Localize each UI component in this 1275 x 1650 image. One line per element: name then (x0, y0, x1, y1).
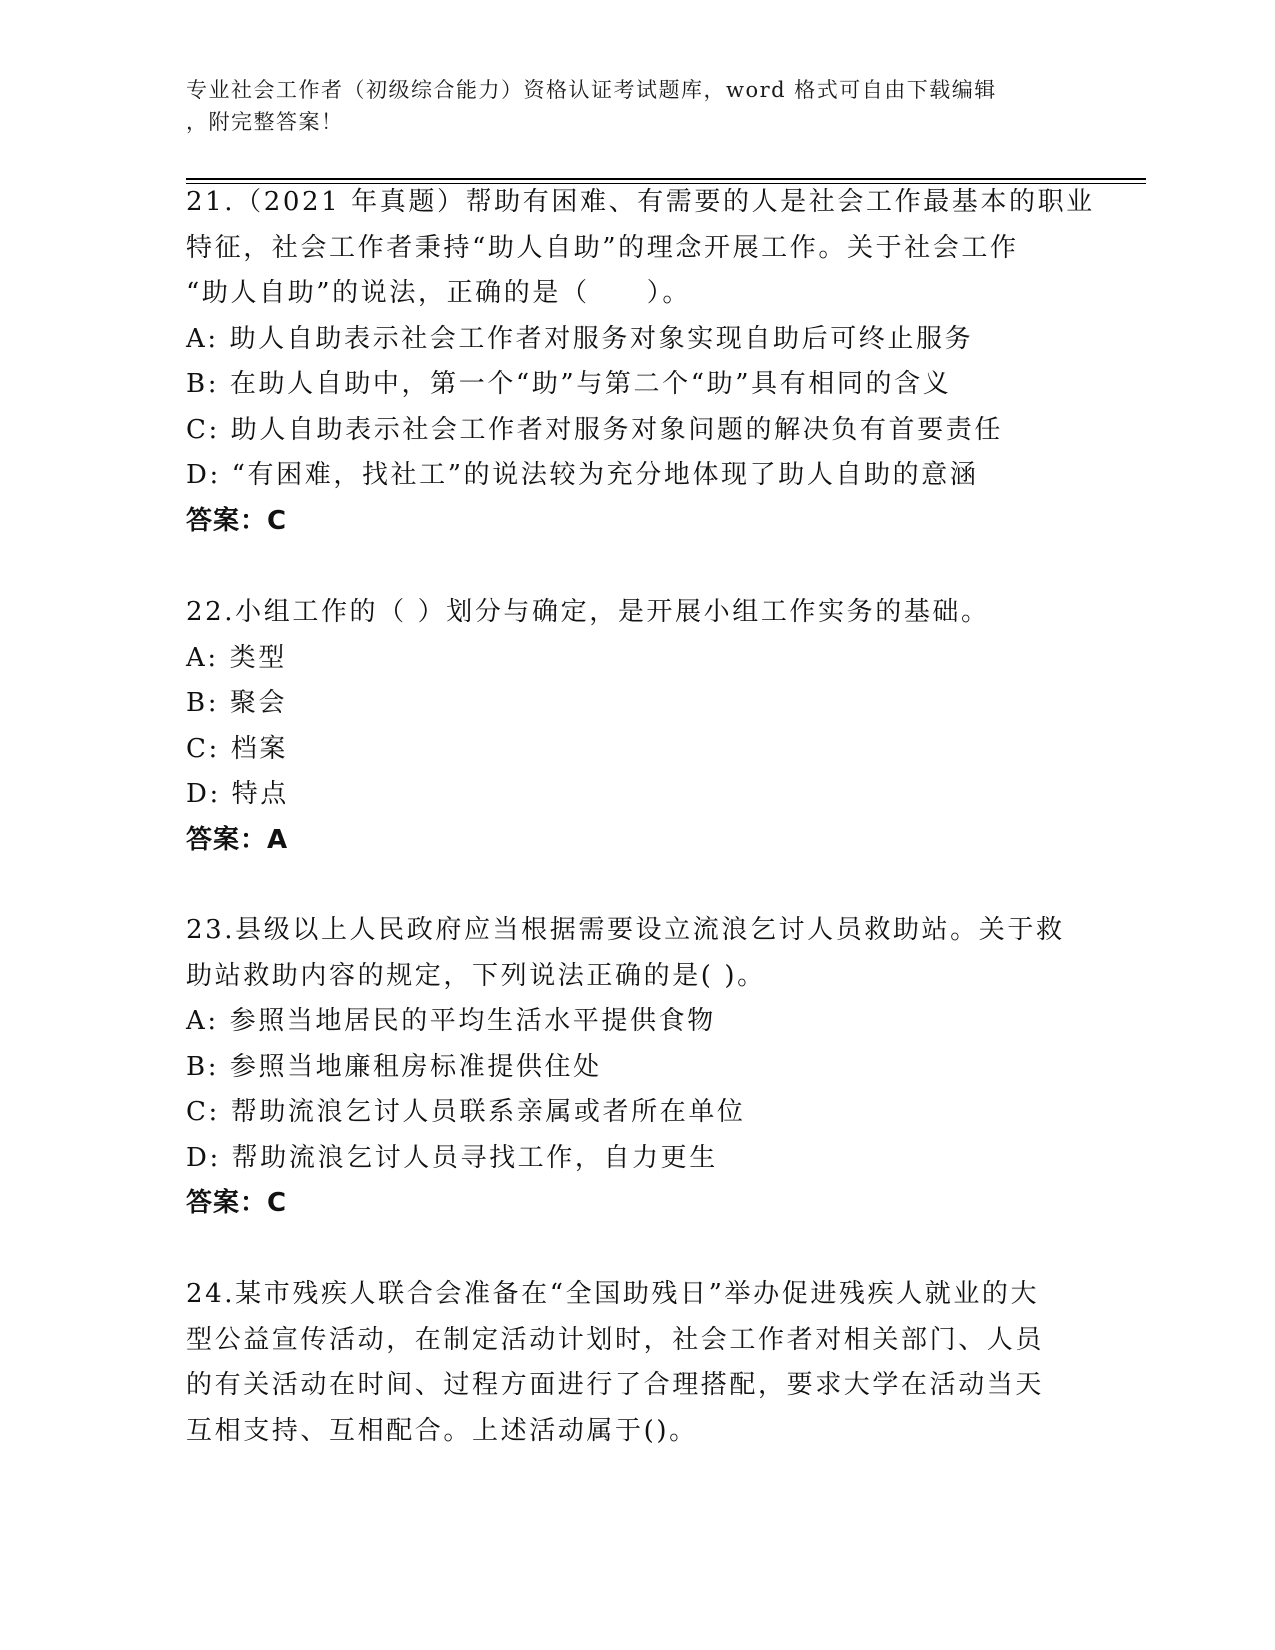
question-stem-line: “助人自助”的说法，正确的是（ ）。 (186, 278, 691, 308)
header-line: 专业社会工作者（初级综合能力）资格认证考试题库，word 格式可自由下载编辑 (186, 78, 997, 102)
option-d: D: “有困难，找社工”的说法较为充分地体现了助人自助的意涵 (186, 460, 979, 490)
question-stem-line: 型公益宣传活动，在制定活动计划时，社会工作者对相关部门、人员 (186, 1324, 1045, 1355)
option-a: A: 参照当地居民的平均生活水平提供食物 (186, 1006, 716, 1036)
question-24 (186, 1272, 1086, 1454)
header-line: ，附完整答案！ (186, 110, 344, 134)
question-23 (186, 908, 1086, 1227)
option-c: C: 档案 (186, 733, 288, 764)
option-b: B: 参照当地廉租房标准提供住处 (186, 1051, 602, 1082)
question-stem-line: 23.县级以上人民政府应当根据需要设立流浪乞讨人员救助站。关于救 (186, 915, 1065, 945)
option-d: D: 帮助流浪乞讨人员寻找工作，自力更生 (186, 1142, 718, 1173)
option-c: C: 帮助流浪乞讨人员联系亲属或者所在单位 (186, 1097, 746, 1127)
question-stem-line: 的有关活动在时间、过程方面进行了合理搭配，要求大学在活动当天 (186, 1370, 1045, 1400)
answer-label: 答案：C (186, 505, 288, 536)
option-b: B: 聚会 (186, 688, 288, 718)
option-b: B: 在助人自助中，第一个“助”与第二个“助”具有相同的含义 (186, 369, 952, 399)
question-stem-line: 助站救助内容的规定，下列说法正确的是( )。 (186, 960, 766, 991)
option-c: C: 助人自助表示社会工作者对服务对象问题的解决负有首要责任 (186, 414, 1003, 445)
question-stem-line: 21.（2021 年真题）帮助有困难、有需要的人是社会工作最基本的职业 (186, 187, 1095, 217)
answer-label: 答案：C (186, 1188, 288, 1218)
question-stem-line: 互相支持、互相配合。上述活动属于()。 (186, 1415, 698, 1446)
question-stem-line: 特征，社会工作者秉持“助人自助”的理念开展工作。关于社会工作 (186, 232, 1019, 263)
option-a: A: 助人自助表示社会工作者对服务对象实现自助后可终止服务 (186, 323, 974, 354)
answer-label: 答案：A (186, 824, 289, 855)
option-a: A: 类型 (186, 642, 287, 673)
document-header (186, 74, 1066, 138)
option-d: D: 特点 (186, 779, 289, 809)
question-stem-line: 22.小组工作的（ ）划分与确定，是开展小组工作实务的基础。 (186, 597, 990, 627)
question-21 (186, 180, 1095, 544)
question-22 (186, 590, 1086, 863)
question-stem-line: 24.某市残疾人联合会准备在“全国助残日”举办促进残疾人就业的大 (186, 1279, 1040, 1309)
